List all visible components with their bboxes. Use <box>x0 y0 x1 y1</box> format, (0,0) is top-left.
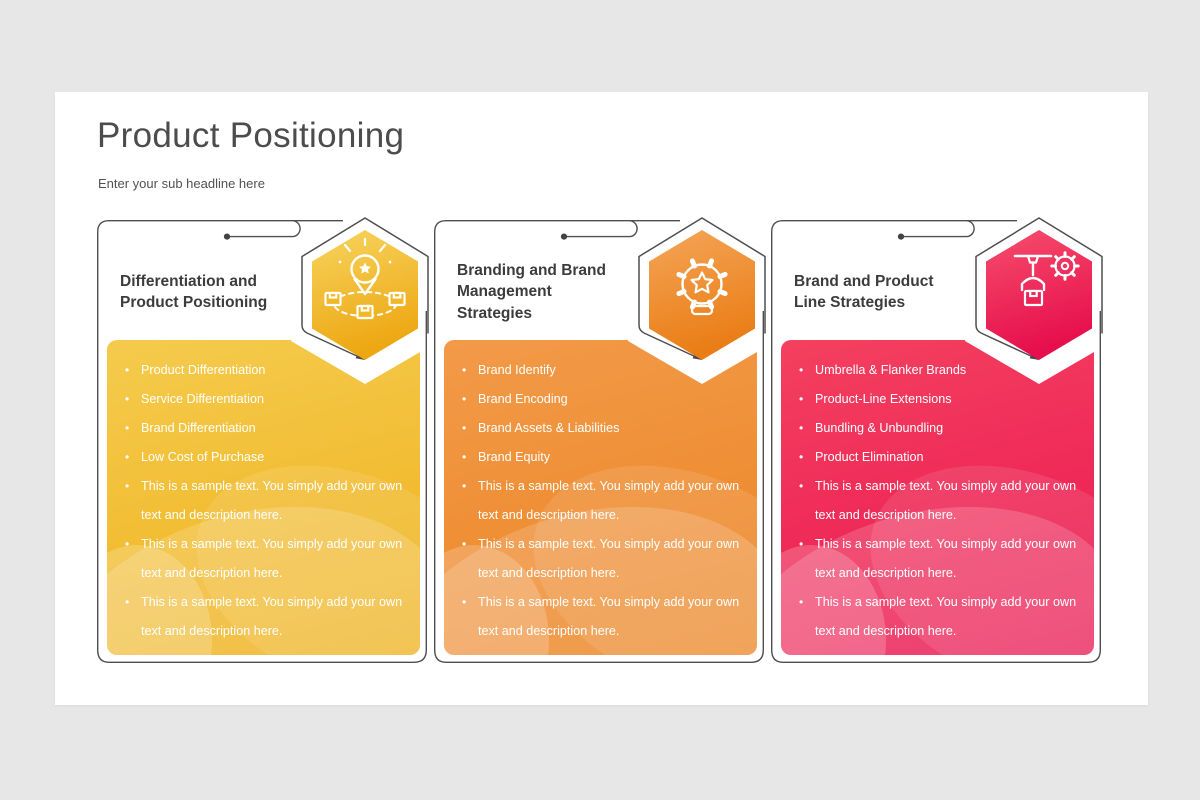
card-panel <box>107 340 420 655</box>
bullet-dot: • <box>125 537 130 551</box>
bullet-dot: • <box>125 421 130 435</box>
page-subtitle: Enter your sub headline here <box>98 176 265 191</box>
list-item-text: Low Cost of Purchase <box>141 450 265 464</box>
card-heading-line: Management <box>457 283 552 301</box>
card-heading-line: Product Positioning <box>120 294 268 311</box>
card-heading <box>457 260 649 324</box>
list-item-text: This is a sample text. You simply add your own text and description here. <box>141 595 403 638</box>
card-heading-line: Branding and Brand <box>457 261 606 279</box>
slide-canvas <box>55 92 1148 705</box>
list-item <box>799 530 1086 588</box>
bullet-dot: • <box>799 392 804 406</box>
list-item-text: Brand Assets & Liabilities <box>478 421 620 435</box>
card-brand-and-product-line-strategies <box>771 220 1101 663</box>
bullet-dot: • <box>799 421 804 435</box>
list-item-text: Umbrella & Flanker Brands <box>815 363 967 377</box>
bullet-dot: • <box>125 450 130 464</box>
list-item <box>462 530 749 588</box>
list-item-text: Service Differentiation <box>141 392 264 406</box>
list-item <box>125 588 412 646</box>
list-item <box>125 443 412 472</box>
list-item-text: This is a sample text. You simply add your own text and description here. <box>815 479 1077 522</box>
bullet-dot: • <box>462 537 467 551</box>
bullet-dot: • <box>125 392 130 406</box>
bullet-dot: • <box>799 537 804 551</box>
list-item <box>799 385 1086 414</box>
list-item-text: Product Differentiation <box>141 363 266 377</box>
connector-dot <box>224 234 230 240</box>
bullet-dot: • <box>462 450 467 464</box>
list-item <box>462 414 749 443</box>
list-item <box>799 472 1086 530</box>
list-item <box>799 443 1086 472</box>
list-item <box>125 414 412 443</box>
bullet-dot: • <box>799 479 804 493</box>
list-item-text: Product-Line Extensions <box>815 392 952 406</box>
card-heading-line: Strategies <box>457 304 532 322</box>
bullet-dot: • <box>799 595 804 609</box>
bullet-dot: • <box>462 421 467 435</box>
bullet-dot: • <box>462 392 467 406</box>
list-item-text: This is a sample text. You simply add your own text and description here. <box>815 595 1077 638</box>
bullet-dot: • <box>799 450 804 464</box>
page-title: Product Positioning <box>97 116 405 155</box>
list-item <box>125 385 412 414</box>
list-item-text: This is a sample text. You simply add your own text and description here. <box>141 537 403 580</box>
bullet-dot: • <box>125 595 130 609</box>
card-panel <box>781 340 1094 655</box>
list-item-text: This is a sample text. You simply add your own text and description here. <box>478 479 740 522</box>
connector-dot <box>561 234 567 240</box>
list-item <box>462 385 749 414</box>
list-item-text: Brand Differentiation <box>141 421 256 435</box>
list-item-text: Product Elimination <box>815 450 924 464</box>
list-item-text: Brand Identify <box>478 363 556 377</box>
list-item-text: Bundling & Unbundling <box>815 421 944 435</box>
list-item <box>799 588 1086 646</box>
card-panel <box>444 340 757 655</box>
list-item <box>125 472 412 530</box>
card-heading <box>120 260 312 324</box>
bullet-dot: • <box>125 479 130 493</box>
card-heading <box>794 260 986 324</box>
list-item <box>462 443 749 472</box>
bullet-dot: • <box>799 363 804 377</box>
card-differentiation-and-product-positioning <box>97 220 427 663</box>
list-item-text: This is a sample text. You simply add your own text and description here. <box>141 479 403 522</box>
card-heading-line: Differentiation and <box>120 272 257 290</box>
list-item <box>125 530 412 588</box>
list-item-text: This is a sample text. You simply add your own text and description here. <box>478 595 740 638</box>
card-branding-and-brand-management-strategies <box>434 220 764 663</box>
list-item-text: This is a sample text. You simply add your own text and description here. <box>478 537 740 580</box>
bullet-list <box>444 340 757 646</box>
list-item <box>462 588 749 646</box>
bullet-list <box>107 340 420 646</box>
list-item <box>462 472 749 530</box>
card-heading-line: Line Strategies <box>794 294 906 311</box>
list-item <box>799 414 1086 443</box>
list-item-text: Brand Equity <box>478 450 551 464</box>
bullet-dot: • <box>462 363 467 377</box>
list-item-text: This is a sample text. You simply add your own text and description here. <box>815 537 1077 580</box>
bullet-list <box>781 340 1094 646</box>
card-heading-line: Brand and Product <box>794 272 934 290</box>
bullet-dot: • <box>462 479 467 493</box>
connector-dot <box>898 234 904 240</box>
list-item-text: Brand Encoding <box>478 392 568 406</box>
bullet-dot: • <box>462 595 467 609</box>
bullet-dot: • <box>125 363 130 377</box>
